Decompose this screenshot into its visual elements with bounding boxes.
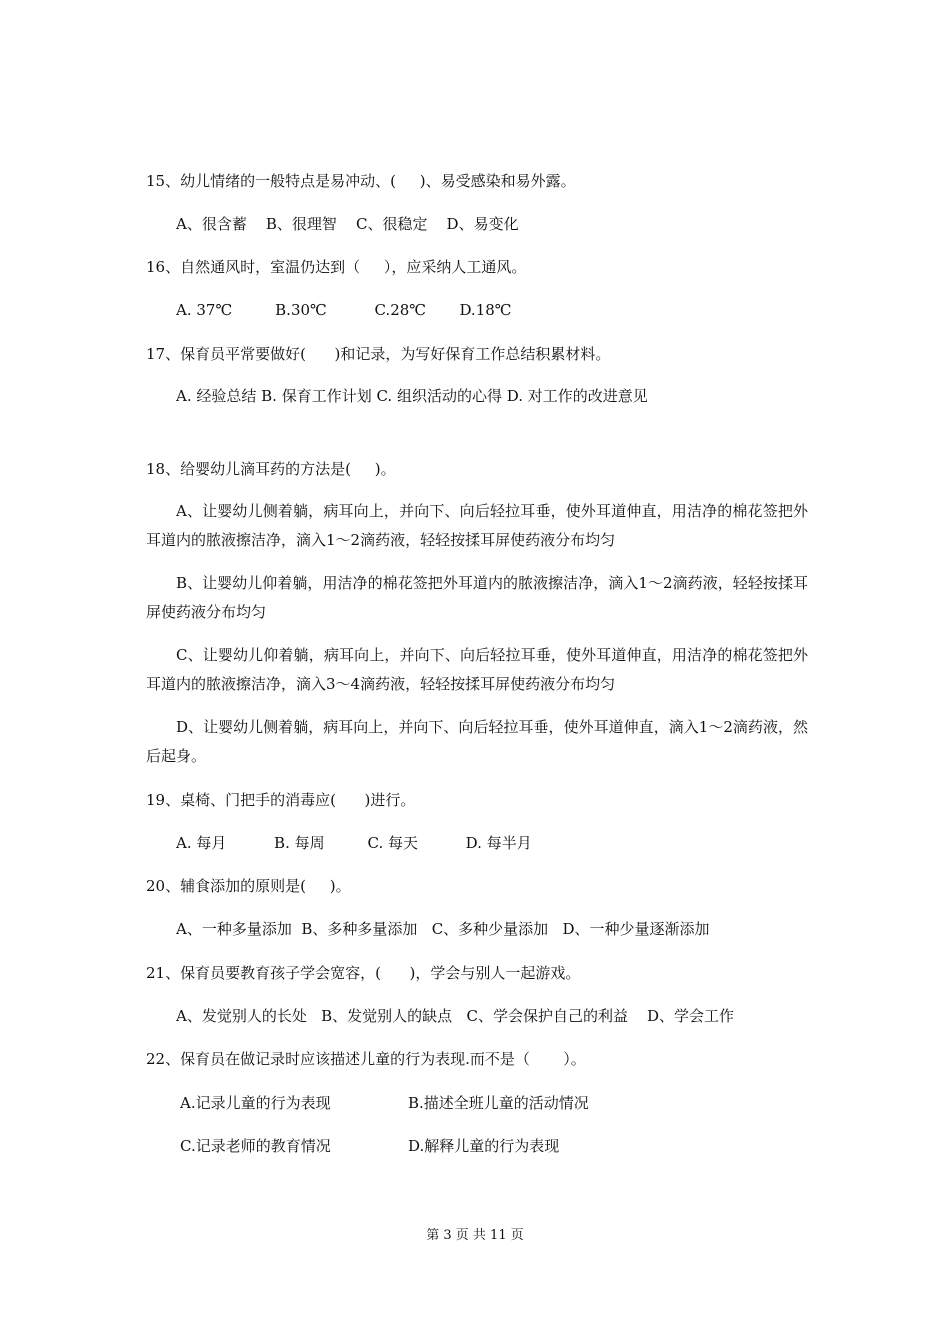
question-21-stem: 21、保育员要教育孩子学会宽容，( )，学会与别人一起游戏。 [146, 964, 581, 982]
question-17-stem: 17、保育员平常要做好( )和记录，为写好保育工作总结积累材料。 [146, 345, 611, 363]
question-18-stem: 18、给婴幼儿滴耳药的方法是( )。 [146, 460, 396, 478]
question-15-options: A、很含蓄 B、很理智 C、很稳定 D、易变化 [176, 215, 519, 233]
question-16-stem: 16、自然通风时，室温仍达到（ ），应采纳人工通风。 [146, 258, 527, 276]
question-19-options: A. 每月 B. 每周 C. 每天 D. 每半月 [176, 834, 532, 852]
question-17-options: A. 经验总结 B. 保育工作计划 C. 组织活动的心得 D. 对工作的改进意见 [176, 387, 648, 405]
question-20-stem: 20、辅食添加的原则是( )。 [146, 877, 351, 895]
question-19-stem: 19、桌椅、门把手的消毒应( )进行。 [146, 791, 416, 809]
question-22-option-b: B.描述全班儿童的活动情况 [408, 1094, 589, 1112]
question-18-option-c: C、让婴幼儿仰着躺，病耳向上，并向下、向后轻拉耳垂，使外耳道伸直，用洁净的棉花签把外耳道内的脓液擦洁净，滴入3～4滴药液，轻轻按揉耳屏使药液分布均匀 [146, 646, 808, 693]
question-15-stem: 15、幼儿情绪的一般特点是易冲动、( )、易受感染和易外露。 [146, 172, 576, 190]
question-22-option-d: D.解释儿童的行为表现 [408, 1137, 560, 1155]
question-18-option-b: B、让婴幼儿仰着躺，用洁净的棉花签把外耳道内的脓液擦洁净，滴入1～2滴药液，轻轻按揉耳屏使药液分布均匀 [146, 574, 808, 621]
question-18-option-a: A、让婴幼儿侧着躺，病耳向上，并向下、向后轻拉耳垂，使外耳道伸直，用洁净的棉花签把外耳道内的脓液擦洁净，滴入1～2滴药液，轻轻按揉耳屏使药液分布均匀 [146, 502, 808, 549]
question-21-options: A、发觉别人的长处 B、发觉别人的缺点 C、学会保护自己的利益 D、学会工作 [176, 1007, 735, 1025]
page-number-footer: 第 3 页 共 11 页 [426, 1228, 524, 1243]
question-22-stem: 22、保育员在做记录时应该描述儿童的行为表现.而不是（ ）。 [146, 1050, 586, 1068]
question-18-option-d: D、让婴幼儿侧着躺，病耳向上，并向下、向后轻拉耳垂，使外耳道伸直，滴入1～2滴药液，然后起身。 [146, 718, 808, 765]
question-16-options: A. 37℃ B.30℃ C.28℃ D.18℃ [176, 301, 512, 319]
question-20-options: A、一种多量添加 B、多种多量添加 C、多种少量添加 D、一种少量逐渐添加 [176, 920, 710, 938]
question-22-option-a: A.记录儿童的行为表现 [180, 1094, 331, 1112]
question-22-option-c: C.记录老师的教育情况 [180, 1137, 331, 1155]
